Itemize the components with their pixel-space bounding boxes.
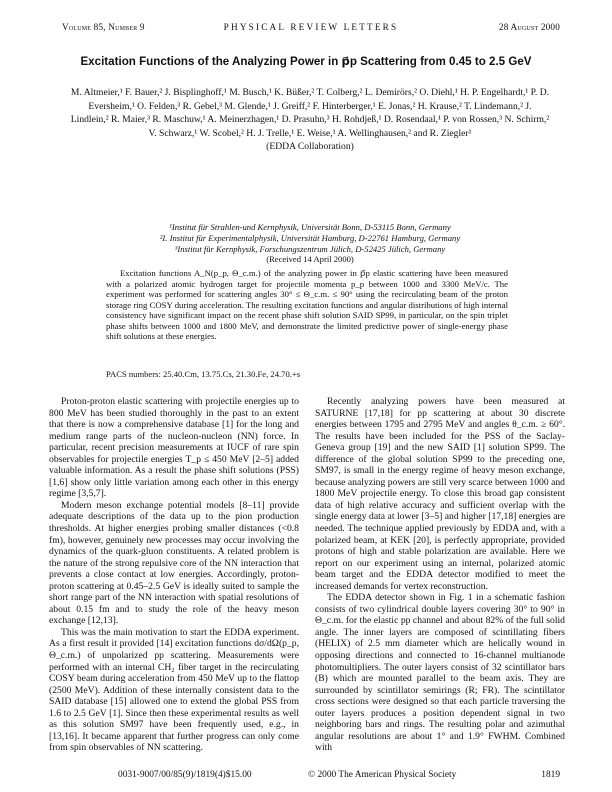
abstract	[106, 268, 508, 342]
page-footer	[118, 770, 560, 782]
collaboration-name: (EDDA Collaboration)	[266, 141, 354, 153]
author-list: M. Altmeier,¹ F. Bauer,² J. Bisplinghoff,¹ M. Busch,¹ K. Büßer,² T. Colberg,² L. Demirörs,² O. Diehl,¹ H. P. Engelhardt,¹ P. D. Eversheim,¹ O. Felden,³ R. Gebel,³ M. Glende,¹ J. Greiff,² F. Hinterberger,¹ E. Jonas,² H. Krause,² T. Lindemann,² J. Lindlein,² R. Maier,³ R. Maschuw,¹ A. Meinerzhagen,¹ D. Prasuhn,³ H. Rohdjeß,¹ D. Rosendaal,¹ P. von Rossen,³ N. Schirm,² V. Schwarz,¹ W. Scobel,² H. J. Trelle,¹ E. Weise,¹ A. Wellinghausen,² and R. Ziegler¹	[70, 87, 550, 139]
received-date: (Received 14 April 2000)	[266, 254, 354, 265]
issue-date: 28 August 2000	[498, 22, 560, 32]
body-paragraph: Modern meson exchange potential models [8–11] provide adequate descriptions of the data up to the pion production thresholds. At higher energies probing smaller distances (<0.8 fm), however, genuinely new processes may occur involving the dynamics of the quark-gluon constituents. A related problem is the nature of the strong repulsive core of the NN interaction that prevents a close contact at low energies. Accordingly, proton-proton scattering at 0.45–2.5 GeV is ideally suited to sample the short range part of the NN interaction with spatial resolutions of about 0.15 fm and to study the role of the heavy meson exchange [12,13].	[49, 499, 299, 627]
author-block	[70, 86, 550, 154]
pacs-numbers: PACS numbers: 25.40.Cm, 13.75.Cs, 21.30.Fe, 24.70.+s	[106, 369, 301, 379]
paper-title: Excitation Functions of the Analyzing Power in p⃗p Scattering from 0.45 to 2.5 GeV	[80, 55, 532, 68]
journal-name: PHYSICAL REVIEW LETTERS	[223, 22, 399, 32]
affiliation-3: ³Institut für Kernphysik, Forschungszentrum Jülich, D-52425 Jülich, Germany	[174, 243, 446, 254]
body-paragraph: The EDDA detector shown in Fig. 1 in a schematic fashion consists of two cylindrical double layers covering 30° to 90° in Θ_c.m. for the elastic pp channel and about 82% of the full solid angle. The inner layers are composed of scintillating fibers (HELIX) of 2.5 mm diameter which are helically wound in opposing directions and connected to 16-channel multianode photomultipliers. The outer layers consist of 32 scintillator bars (B) which are mounted parallel to the beam axis. They are surrounded by scintillator semirings (R; FR). The scintillator cross sections were designed so that each particle traversing the outer layers produces a position dependent signal in two neighboring bars and rings. The resulting polar and azimuthal angular resolutions are about 1° and 1.9° FWHM. Combined with	[315, 592, 565, 754]
body-paragraph: Proton-proton elastic scattering with projectile energies up to 800 MeV has been studied thoroughly in the past to an extent that there is now a comprehensive database [1] for the long and medium range parts of the nucleon-nucleon (NN) force. In particular, recent precision measurements at IUCF of rare spin observables for projectile energies T_p ≤ 450 MeV [2–5] added valuable information. As a result the phase shift solutions (PSS) [1,6] show only little variation among each other in this energy regime [3,5,7].	[49, 396, 299, 500]
running-head	[62, 22, 560, 36]
right-column	[315, 396, 565, 754]
volume-number: Volume 85, Number 9	[62, 22, 145, 32]
page-number: 1819	[541, 770, 560, 780]
affiliations	[60, 222, 560, 265]
affiliation-1: ¹Institut für Strahlen-und Kernphysik, Universität Bonn, D-53115 Bonn, Germany	[169, 222, 451, 232]
body-paragraph: This was the main motivation to start the EDDA experiment. As a first result it provided [14] excitation functions dσ/dΩ(p_p, Θ_c.m.) of unpolarized pp scattering. Measurements were performed with an internal CH₂ fiber target in the recirculating COSY beam during acceleration from 450 MeV up to the flattop (2500 MeV). Addition of these internally consistent data to the SAID database [15] allowed one to extend the global PSS from 1.6 to 2.5 GeV [1]. Since then these experimental results as well as this solution SM97 have been frequently used, e.g., in [13,16]. It became apparent that further progress can only come from spin observables of NN scattering.	[49, 626, 299, 754]
article-code: 0031-9007/00/85(9)/1819(4)$15.00	[118, 770, 252, 780]
copyright-notice: © 2000 The American Physical Society	[308, 770, 457, 780]
affiliation-2: ²I. Institut für Experimentalphysik, Universität Hamburg, D-22761 Hamburg, Germany	[159, 232, 461, 243]
left-column	[49, 396, 299, 754]
abstract-text: Excitation functions A_N(p_p, Θ_c.m.) of the analyzing power in p⃗p elastic scattering have been measured with a polarized atomic hydrogen target for projectile momenta p_p between 1000 and 3300 MeV/c. The experiment was performed for scattering angles 30° ≤ Θ_c.m. ≤ 90° using the recirculating beam of the proton storage ring COSY during acceleration. The resulting excitation functions and angular distributions of high internal consistency have significant impact on the recent phase shift solution SAID SP99, in particular, on the spin triplet phase shifts between 1000 and 1800 MeV, and demonstrate the limited predictive power of single-energy phase shift solutions at these energies.	[106, 268, 508, 342]
body-paragraph: Recently analyzing powers have been measured at SATURNE [17,18] for pp scattering at about 30 discrete energies between 1795 and 2795 MeV and angles θ_c.m. ≥ 60°. The results have been included for the PSS of the Saclay-Geneva group [19] and the new SAID [1] solution SP99. The difference of the global solution SP99 to the preceding one, SM97, is small in the energy regime of heavy meson exchange, because analyzing powers are still very scarce between 1000 and 1800 MeV projectile energy. To close this broad gap consistent data of high relative accuracy and sufficient overlap with the single energy data at lower [3–5] and higher [17,18] energies are needed. The technique applied previously by EDDA and, with a polarized beam, at KEK [20], is perfectly appropriate, provided protons of high and stable polarization are available. Here we report on our experiment using an internal, polarized atomic beam target and the EDDA detector modified to meet the increased demands for vertex reconstruction.	[315, 396, 565, 592]
